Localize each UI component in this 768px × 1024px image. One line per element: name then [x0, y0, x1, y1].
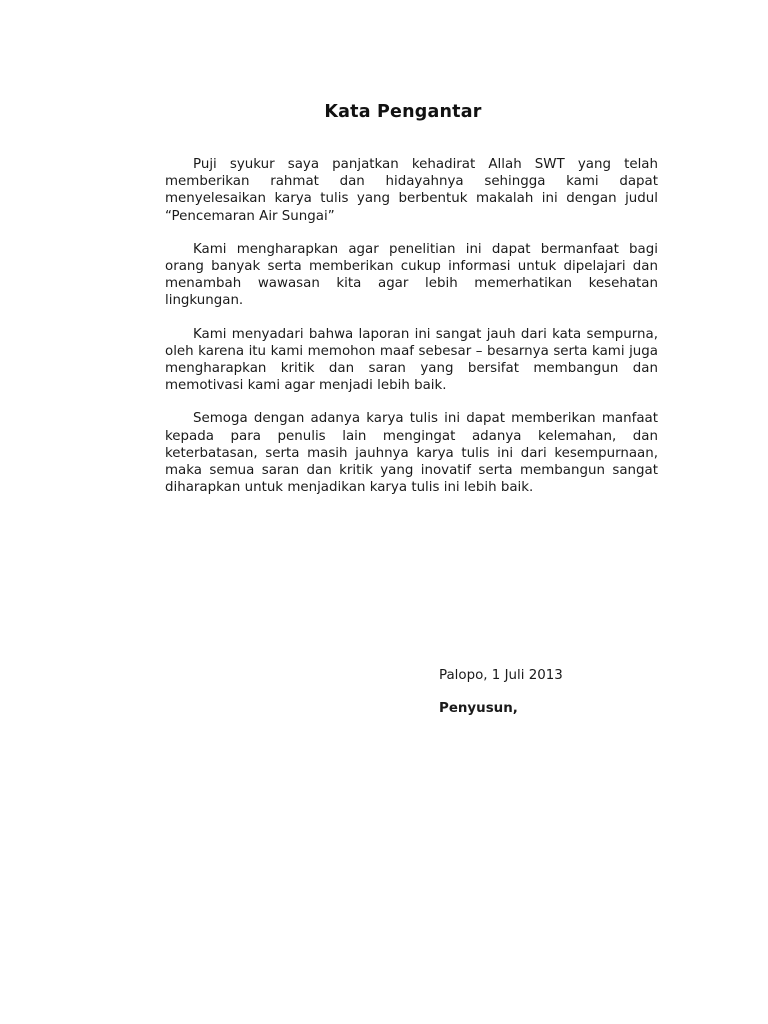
- body-text: [165, 156, 658, 512]
- paragraph-2: Kami mengharapkan agar penelitian ini dapat bermanfaat bagi orang banyak serta memberikan cukup informasi untuk dipelajari dan menambah wawasan kita agar lebih memerhatikan kesehatan lingkungan.: [165, 241, 658, 309]
- signer-label: Penyusun,: [439, 701, 518, 716]
- paragraph-3: Kami menyadari bahwa laporan ini sangat jauh dari kata sempurna, oleh karena itu kami memohon maaf sebesar – besarnya serta kami juga mengharapkan kritik dan saran yang bersifat membangun dan memotivasi kami agar menjadi lebih baik.: [165, 326, 658, 394]
- place-date: Palopo, 1 Juli 2013: [439, 668, 563, 683]
- page-title: Kata Pengantar: [324, 102, 482, 122]
- paragraph-4: Semoga dengan adanya karya tulis ini dapat memberikan manfaat kepada para penulis lain mengingat adanya kelemahan, dan keterbatasan, serta masih jauhnya karya tulis ini dari kesempurnaan, maka semua saran dan kritik yang inovatif serta membangun sangat diharapkan untuk menjadikan karya tulis ini lebih baik.: [165, 411, 658, 496]
- paragraph-1: Puji syukur saya panjatkan kehadirat Allah SWT yang telah memberikan rahmat dan hidayahnya sehingga kami dapat menyelesaikan karya tulis yang berbentuk makalah ini dengan judul “Pencemaran Air Sungai”: [165, 157, 658, 224]
- closing-block: [439, 666, 659, 718]
